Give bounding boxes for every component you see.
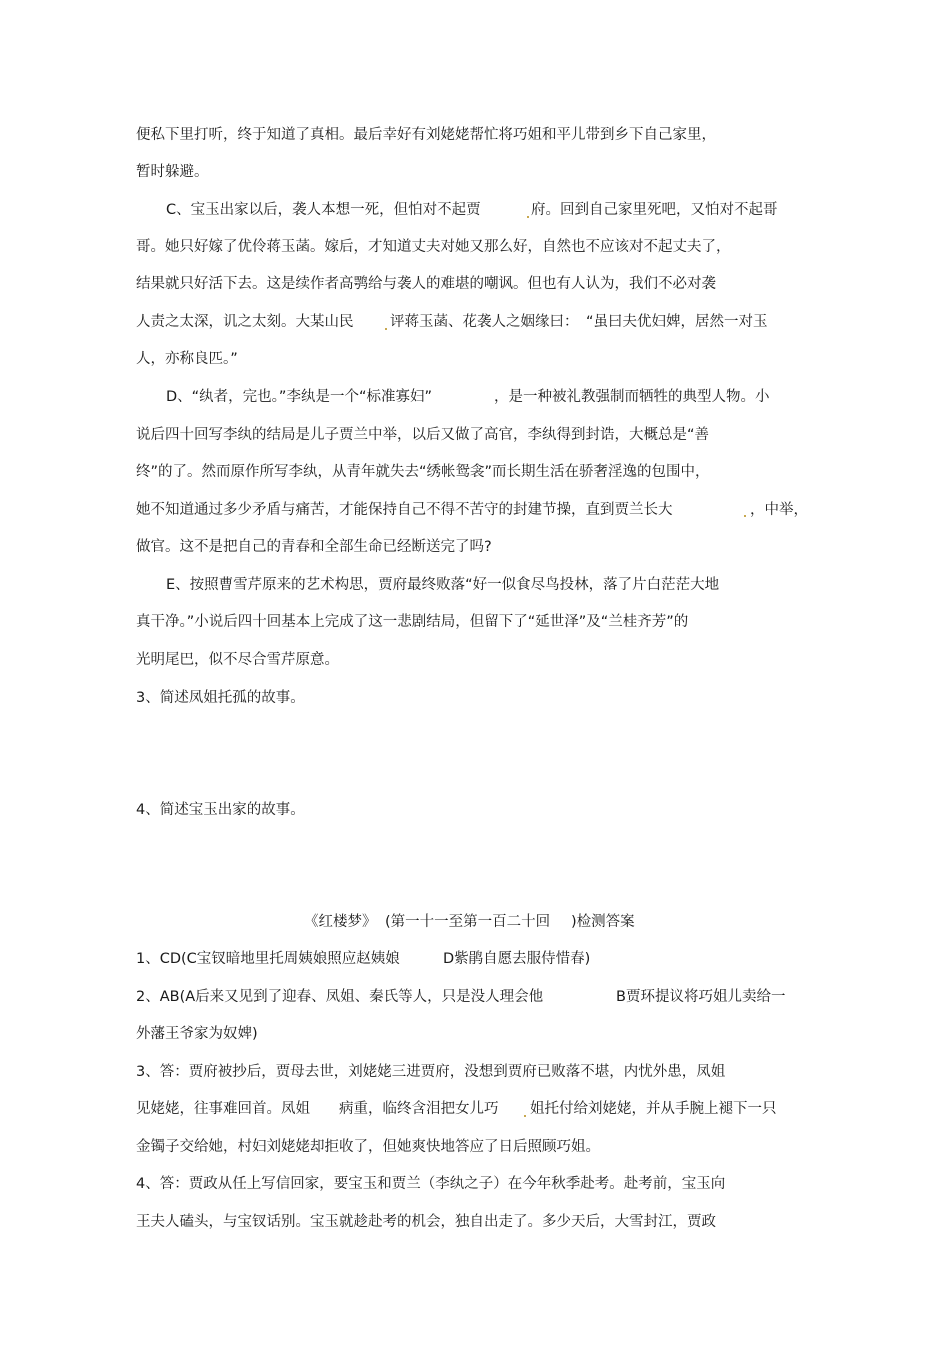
mark-dot <box>527 216 529 218</box>
paragraph-d-line: D、“纨者，完也。”李纨是一个“标准寡妇” <box>166 389 432 405</box>
paragraph-d-line: ，是一种被礼教强制而牺牲的典型人物。小 <box>494 389 770 405</box>
answer-4: 王夫人磕头，与宝钗话别。宝玉就趁赴考的机会，独自出走了。多少天后，大雪封江，贾政 <box>136 1214 716 1230</box>
answer-2: 外藩王爷家为奴婢) <box>136 1026 258 1042</box>
answer-3: 病重，临终含泪把女儿巧 <box>339 1101 499 1117</box>
text-line: 人，亦称良匹。” <box>136 351 238 367</box>
text-line: 哥。她只好嫁了优伶蒋玉菡。嫁后，才知道丈夫对她又那么好，自然也不应该对不起丈夫了， <box>136 239 731 255</box>
answer-3: 见姥姥，往事难回首。凤姐 <box>136 1101 310 1117</box>
answer-2: B贾环提议将巧姐儿卖给一 <box>616 989 786 1005</box>
answer-1: D紫鹃自愿去服侍惜春) <box>443 951 591 967</box>
text-line: 她不知道通过多少矛盾与痛苦，才能保持自己不得不苦守的封建节操，直到贾兰长大 <box>136 502 673 518</box>
text-line: 暂时躲避。 <box>136 164 209 180</box>
paragraph-e-line: E、按照曹雪芹原来的艺术构思，贾府最终败落“好一似食尽鸟投林，落了片白茫茫大地 <box>166 577 720 593</box>
paragraph-c-line: 府。回到自己家里死吧，又怕对不起哥 <box>531 202 778 218</box>
answer-1: 1、CD(C宝钗暗地里托周姨娘照应赵姨娘 <box>136 951 400 967</box>
text-line: 真干净。”小说后四十回基本上完成了这一悲剧结局，但留下了“延世泽”及“兰桂齐芳”的 <box>136 614 689 630</box>
text-line: “虽曰夫优妇婢，居然一对玉 <box>586 314 768 330</box>
text-line: 光明尾巴，似不尽合雪芹原意。 <box>136 652 339 668</box>
text-line: 人责之太深，讥之太刻。大某山民 <box>136 314 354 330</box>
answer-3: 姐托付给刘姥姥，并从手腕上褪下一只 <box>530 1101 777 1117</box>
text-line: 结果就只好活下去。这是续作者高鹗给与袭人的难堪的嘲讽。但也有人认为，我们不必对袭 <box>136 276 716 292</box>
answer-2: 2、AB(A后来又见到了迎春、凤姐、秦氏等人，只是没人理会他 <box>136 989 544 1005</box>
mark-dot <box>744 515 746 517</box>
text-line: 便私下里打听，终于知道了真相。最后幸好有刘姥姥帮忙将巧姐和平儿带到乡下自己家里， <box>136 127 716 143</box>
answer-3: 金镯子交给她，村妇刘姥姥却拒收了，但她爽快地答应了日后照顾巧姐。 <box>136 1139 600 1155</box>
question-4: 4、简述宝玉出家的故事。 <box>136 802 305 818</box>
text-line: 评蒋玉菡、花袭人之姻缘曰： <box>390 314 579 330</box>
question-3: 3、简述凤姐托孤的故事。 <box>136 690 305 706</box>
text-line: 终”的了。然而原作所写李纨，从青年就失去“绣帐鸳衾”而长期生活在骄奢淫逸的包围中， <box>136 464 710 480</box>
answer-heading: 《红楼梦》 <box>304 914 377 930</box>
answer-heading: (第一十一至第一百二十回 <box>385 914 551 930</box>
answer-3: 3、答：贾府被抄后，贾母去世，刘姥姥三进贾府，没想到贾府已败落不堪，内忧外患，凤姐 <box>136 1064 726 1080</box>
text-line: 说后四十回写李纨的结局是儿子贾兰中举，以后又做了高官，李纨得到封诰，大概总是“善 <box>136 427 710 443</box>
mark-dot <box>524 1115 526 1117</box>
answer-4: 4、答：贾政从任上写信回家，要宝玉和贾兰（李纨之子）在今年秋季赴考。赴考前，宝玉向 <box>136 1176 726 1192</box>
paragraph-c-line: C、宝玉出家以后，袭人本想一死，但怕对不起贾 <box>166 202 481 218</box>
answer-heading: )检测答案 <box>571 914 635 930</box>
mark-dot <box>385 328 387 330</box>
text-line: 做官。这不是把自己的青春和全部生命已经断送完了吗? <box>136 539 492 555</box>
text-line: ，中举， <box>750 502 808 518</box>
